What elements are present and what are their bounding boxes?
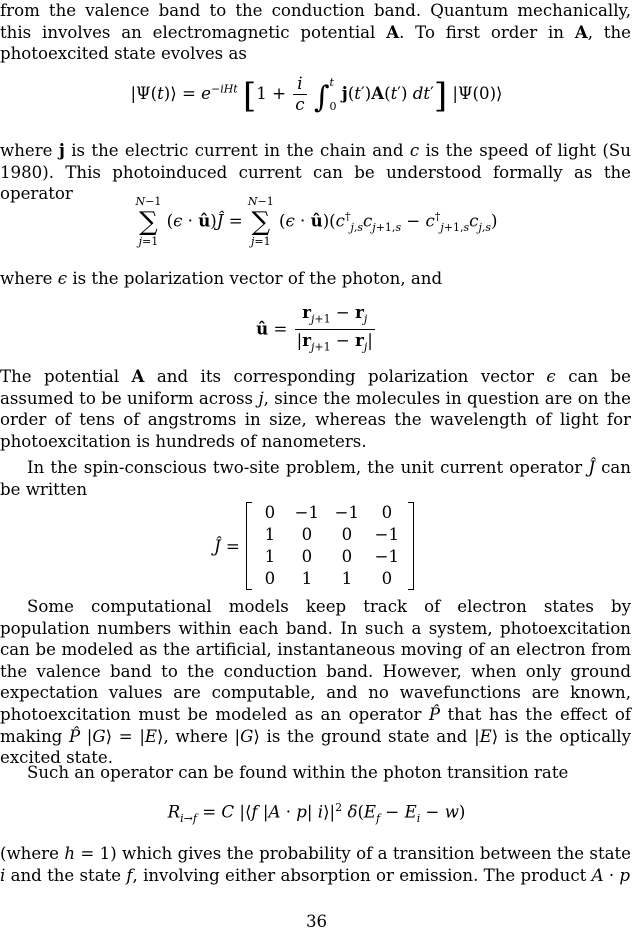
paragraph-transition-rate: Such an operator can be found within the photon transition rate [27, 763, 569, 782]
matrix-cell: 0 [264, 503, 276, 522]
equation-current-operator: N−1 ∑ j=1 (ϵ · û)Ĵ = N−1 ∑ j=1 $(\epsilon \cdot û)(c^\dagger_{j,s}c_{j+1,s} - c^\dagger_{j+1,s}c_{j,s})$ [135, 195, 498, 248]
page-number: 36 [305, 912, 328, 931]
equation-current-matrix: Ĵ = 0 −1 −1 0 1 0 0 −1 1 0 0 −1 0 1 1 0 [214, 500, 414, 592]
matrix-cell: 1 [301, 569, 313, 588]
matrix-cell: 1 [264, 547, 276, 566]
paragraph-current: where j is the electric current in the chain and c is the speed of light (Su 1980). This photoinduced current can be understood formally as the operator [0, 140, 631, 204]
matrix-cell: −1 [374, 547, 400, 566]
paragraph-polarization: where ϵ is the polarization vector of the photon, and [0, 269, 443, 288]
current-matrix [246, 502, 414, 590]
paragraph-two-site: In the spin-conscious two-site problem, the unit current operator Ĵ can be written [0, 458, 631, 499]
matrix-cell: 1 [264, 525, 276, 544]
equation-state-evolution: |Ψ(t)⟩ = $e^{-iHt}$ [1 + $\frac{i}{c}$ ∫t 0 j(t′)A(t′) dt′] |Ψ(0)⟩ [130, 74, 503, 116]
matrix-cell: 0 [381, 503, 393, 522]
matrix-cell: 0 [381, 569, 393, 588]
paragraph-population-models: Some computational models keep track of electron states by population numbers within each band. In such a system, photoexcitation can be modeled as the artificial, instantaneous moving of an electron from the valence band to the conduction band. However, when only ground expectation values are computable, and no wavefunctions are known, photoexcitation must be modeled as an operator P̂ that has the effect of making P̂ |G⟩ = |E⟩, where |G⟩ is the ground state and |E⟩ is the optically excited state. [0, 597, 631, 768]
matrix-cell: 1 [341, 569, 353, 588]
paragraph-intro: from the valence band to the conduction band. Quantum mechanically, this involves an electromagnetic potential A. To first order in A, the photoexcited state evolves as [0, 1, 631, 64]
matrix-cell: −1 [294, 503, 320, 522]
matrix-cell: 0 [301, 525, 313, 544]
equation-unit-vector: û = $\frac{r_{j+1} - r_j}{|r_{j+1} - r_j|}$ [256, 302, 373, 354]
matrix-cell: 0 [301, 547, 313, 566]
matrix-cell: 0 [264, 569, 276, 588]
matrix-cell: 0 [341, 525, 353, 544]
matrix-cell: 0 [341, 547, 353, 566]
paragraph-probability: (where h = 1) which gives the probability of a transition between the state i and the state f, involving either absorption or emission. The product A · p [0, 844, 632, 885]
paragraph-uniform-potential: The potential A and its corresponding polarization vector ϵ can be assumed to be uniform across j, since the molecules in question are on the order of tens of angstroms in size, whereas the wavelength of light for photoexcitation is hundreds of nanometers. [0, 366, 631, 451]
equation-transition-rate: $R_{i\to f} = C$ |⟨f |A · p| $i⟩|^2$ $\delta(E_f - E_i - w)$ [167, 801, 466, 825]
matrix-cell: −1 [374, 525, 400, 544]
matrix-cell: −1 [334, 503, 360, 522]
